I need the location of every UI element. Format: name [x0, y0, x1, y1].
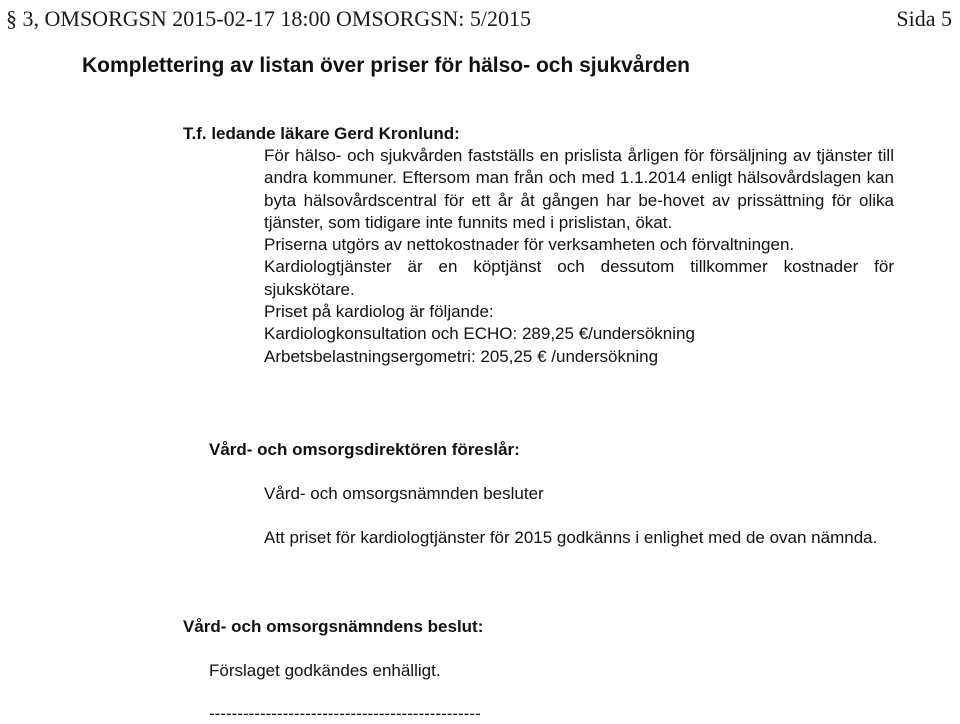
report-paragraph-3: Kardiologtjänster är en köptjänst och dessutom tillkommer kostnader för sjukskötare.: [264, 257, 894, 299]
price-line-echo: Kardiologkonsultation och ECHO: 289,25 €/undersökning: [264, 324, 695, 344]
meeting-reference: § 3, OMSORGSN 2015-02-17 18:00 OMSORGSN: 5/2015: [6, 6, 532, 31]
report-speaker: T.f. ledande läkare Gerd Kronlund:: [183, 124, 460, 143]
page-header: [6, 6, 952, 36]
page-number: Sida 5: [896, 6, 952, 31]
report-body: [264, 145, 894, 368]
price-intro: Priset på kardiolog är följande:: [264, 302, 494, 322]
proposal-line-1: Vård- och omsorgsnämnden besluter: [264, 484, 544, 503]
separator-line: ------------------------------------------------: [209, 704, 481, 723]
price-line-ergometry: Arbetsbelastningsergometri: 205,25 € /undersökning: [264, 346, 659, 366]
report-paragraph-2: Priserna utgörs av nettokostnader för verksamheten och förvaltningen.: [264, 235, 795, 255]
proposal-line-2: Att priset för kardiologtjänster för 2015 godkänns i enlighet med de ovan nämnda.: [264, 528, 878, 547]
report-paragraph-1: För hälso- och sjukvården fastställs en prislista årligen för försäljning av tjänster till andra kommuner. Eftersom man från och med 1.1.2014 enligt hälsovårdslagen kan byta hälsovårdscentral för ett år åt gången har be-hovet av prissättning för olika tjänster, som tidigare inte funnits med i prislistan, ökat.: [264, 146, 894, 232]
decision-heading: Vård- och omsorgsnämndens beslut:: [183, 617, 484, 636]
decision-text: Förslaget godkändes enhälligt.: [209, 661, 441, 680]
proposal-heading: Vård- och omsorgsdirektören föreslår:: [209, 440, 520, 459]
document-title: Komplettering av listan över priser för hälso- och sjukvården: [82, 54, 690, 77]
